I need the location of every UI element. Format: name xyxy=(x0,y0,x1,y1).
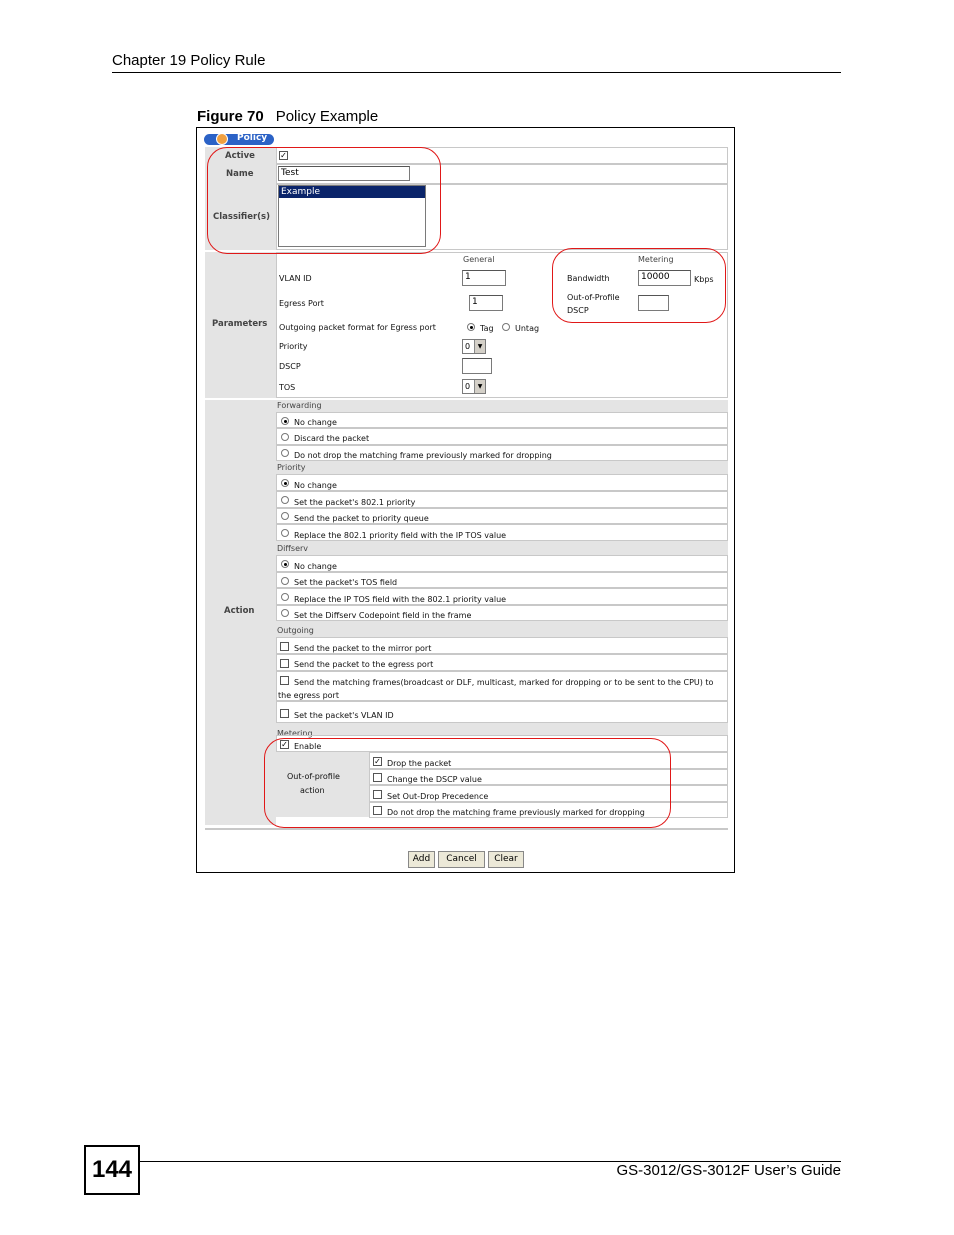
list-item xyxy=(276,474,728,491)
oop-action-label-2: action xyxy=(300,786,325,795)
screenshot-frame xyxy=(196,127,735,873)
pri-nochange-label: No change xyxy=(294,481,337,490)
parameters-label: Parameters xyxy=(212,319,268,329)
oop-precedence-label: Set Out-Drop Precedence xyxy=(387,792,489,801)
name-input[interactable]: Test xyxy=(278,166,410,181)
untag-label: Untag xyxy=(515,324,540,333)
fwd-discard-radio[interactable] xyxy=(281,433,289,441)
active-label: Active xyxy=(225,151,255,161)
figure-caption xyxy=(197,108,378,125)
outgoing-header xyxy=(276,621,728,637)
classifier-item[interactable]: Example xyxy=(279,186,425,198)
bandwidth-label: Bandwidth xyxy=(567,274,610,283)
add-button[interactable]: Add xyxy=(408,851,435,868)
oop-dscp-label-1: Out-of-Profile xyxy=(567,293,620,302)
format-label: Outgoing packet format for Egress port xyxy=(279,323,436,332)
meter-enable-label: Enable xyxy=(294,742,322,751)
out-mirror-checkbox[interactable] xyxy=(280,642,289,651)
tag-label: Tag xyxy=(480,324,494,333)
divider xyxy=(205,828,728,830)
vlan-label: VLAN ID xyxy=(279,274,312,283)
untag-radio[interactable] xyxy=(502,323,510,331)
out-vlan-checkbox[interactable] xyxy=(280,709,289,718)
vlan-input[interactable]: 1 xyxy=(462,270,506,286)
oop-dscp-change-label: Change the DSCP value xyxy=(387,775,482,784)
tos-select[interactable] xyxy=(462,379,486,394)
pri-set-label: Set the packet's 802.1 priority xyxy=(294,498,416,507)
highlight-oval-oop-action xyxy=(264,738,671,828)
oop-action-label-1: Out-of-profile xyxy=(287,772,340,781)
name-label: Name xyxy=(226,169,254,179)
metering-action-heading: Metering xyxy=(277,729,313,738)
priority-heading: Priority xyxy=(277,463,306,472)
tos-label: TOS xyxy=(279,383,296,392)
ds-replace-radio[interactable] xyxy=(281,593,289,601)
list-item xyxy=(276,555,728,572)
out-mirror-label: Send the packet to the mirror port xyxy=(294,644,432,653)
oop-dscp-label-2: DSCP xyxy=(567,306,589,315)
figure-title: Policy Example xyxy=(275,108,379,125)
forwarding-header xyxy=(276,400,728,412)
metering-action-header xyxy=(276,723,728,735)
metering-heading: Metering xyxy=(638,255,674,264)
out-egress-checkbox[interactable] xyxy=(280,659,289,668)
egress-label: Egress Port xyxy=(279,299,324,308)
fwd-nodrop-label: Do not drop the matching frame previously marked for dropping xyxy=(294,451,552,460)
guide-title: GS-3012/GS-3012F User’s Guide xyxy=(616,1162,841,1179)
pri-queue-label: Send the packet to priority queue xyxy=(294,514,429,523)
priority-label: Priority xyxy=(279,342,308,351)
pri-nochange-radio[interactable] xyxy=(281,479,289,487)
general-heading: General xyxy=(463,255,495,264)
egress-input[interactable]: 1 xyxy=(469,295,503,311)
list-item xyxy=(276,412,728,428)
chapter-header: Chapter 19 Policy Rule xyxy=(112,52,266,69)
ds-codepoint-label: Set the Diffserv Codepoint field in the frame xyxy=(294,611,472,620)
figure-number: Figure 70 xyxy=(197,108,264,125)
bandwidth-input[interactable]: 10000 xyxy=(638,270,691,286)
fwd-nochange-label: No change xyxy=(294,418,337,427)
policy-tab-icon xyxy=(216,133,228,145)
out-egress-label: Send the packet to the egress port xyxy=(294,660,434,669)
ds-tos-radio[interactable] xyxy=(281,577,289,585)
cancel-button[interactable]: Cancel xyxy=(438,851,485,868)
action-label: Action xyxy=(224,606,255,616)
priority-select-value: 0 xyxy=(465,342,471,351)
out-vlan-label: Set the packet's VLAN ID xyxy=(294,711,394,720)
ds-replace-label: Replace the IP TOS field with the 802.1 priority value xyxy=(294,595,507,604)
diffserv-heading: Diffserv xyxy=(277,544,309,553)
outgoing-heading: Outgoing xyxy=(277,626,314,635)
page-number: 144 xyxy=(84,1145,140,1195)
pri-queue-radio[interactable] xyxy=(281,512,289,520)
ds-tos-label: Set the packet's TOS field xyxy=(294,578,398,587)
out-matching-checkbox[interactable] xyxy=(280,676,289,685)
pri-set-radio[interactable] xyxy=(281,496,289,504)
pri-replace-label: Replace the 802.1 priority field with the IP TOS value xyxy=(294,531,507,540)
clear-button[interactable]: Clear xyxy=(488,851,524,868)
dscp-input[interactable] xyxy=(462,358,492,374)
forwarding-heading: Forwarding xyxy=(277,401,322,410)
chevron-down-icon: ▼ xyxy=(474,340,485,353)
fwd-discard-label: Discard the packet xyxy=(294,434,370,443)
classifiers-label: Classifier(s) xyxy=(213,212,271,222)
highlight-oval-metering xyxy=(552,248,726,323)
oop-drop-checkbox[interactable]: ✓ xyxy=(374,757,381,766)
chevron-down-icon: ▼ xyxy=(474,380,485,393)
out-matching-label-1: Send the matching frames(broadcast or DLF, multicast, marked for dropping or to be sent to the CPU) to xyxy=(294,678,714,687)
oop-drop-label: Drop the packet xyxy=(387,759,452,768)
ds-nochange-radio[interactable] xyxy=(281,560,289,568)
tag-radio[interactable] xyxy=(467,323,475,331)
oop-nodrop-label: Do not drop the matching frame previously marked for dropping xyxy=(387,808,645,817)
diffserv-header xyxy=(276,541,728,555)
pri-replace-radio[interactable] xyxy=(281,529,289,537)
highlight-oval-name-classifier xyxy=(207,147,441,254)
fwd-nodrop-radio[interactable] xyxy=(281,449,289,457)
priority-header xyxy=(276,461,728,474)
ds-codepoint-radio[interactable] xyxy=(281,609,289,617)
policy-title: Policy xyxy=(237,133,268,143)
active-checkbox[interactable]: ✓ xyxy=(280,151,287,160)
dscp-label: DSCP xyxy=(279,362,301,371)
meter-enable-checkbox[interactable]: ✓ xyxy=(281,740,288,749)
ds-nochange-label: No change xyxy=(294,562,337,571)
out-matching-label-2: the egress port xyxy=(278,691,339,700)
tos-select-value: 0 xyxy=(465,382,471,391)
header-rule xyxy=(112,72,841,73)
priority-select[interactable] xyxy=(462,339,486,354)
fwd-nochange-radio[interactable] xyxy=(281,417,289,425)
kbps-unit: Kbps xyxy=(694,275,714,284)
